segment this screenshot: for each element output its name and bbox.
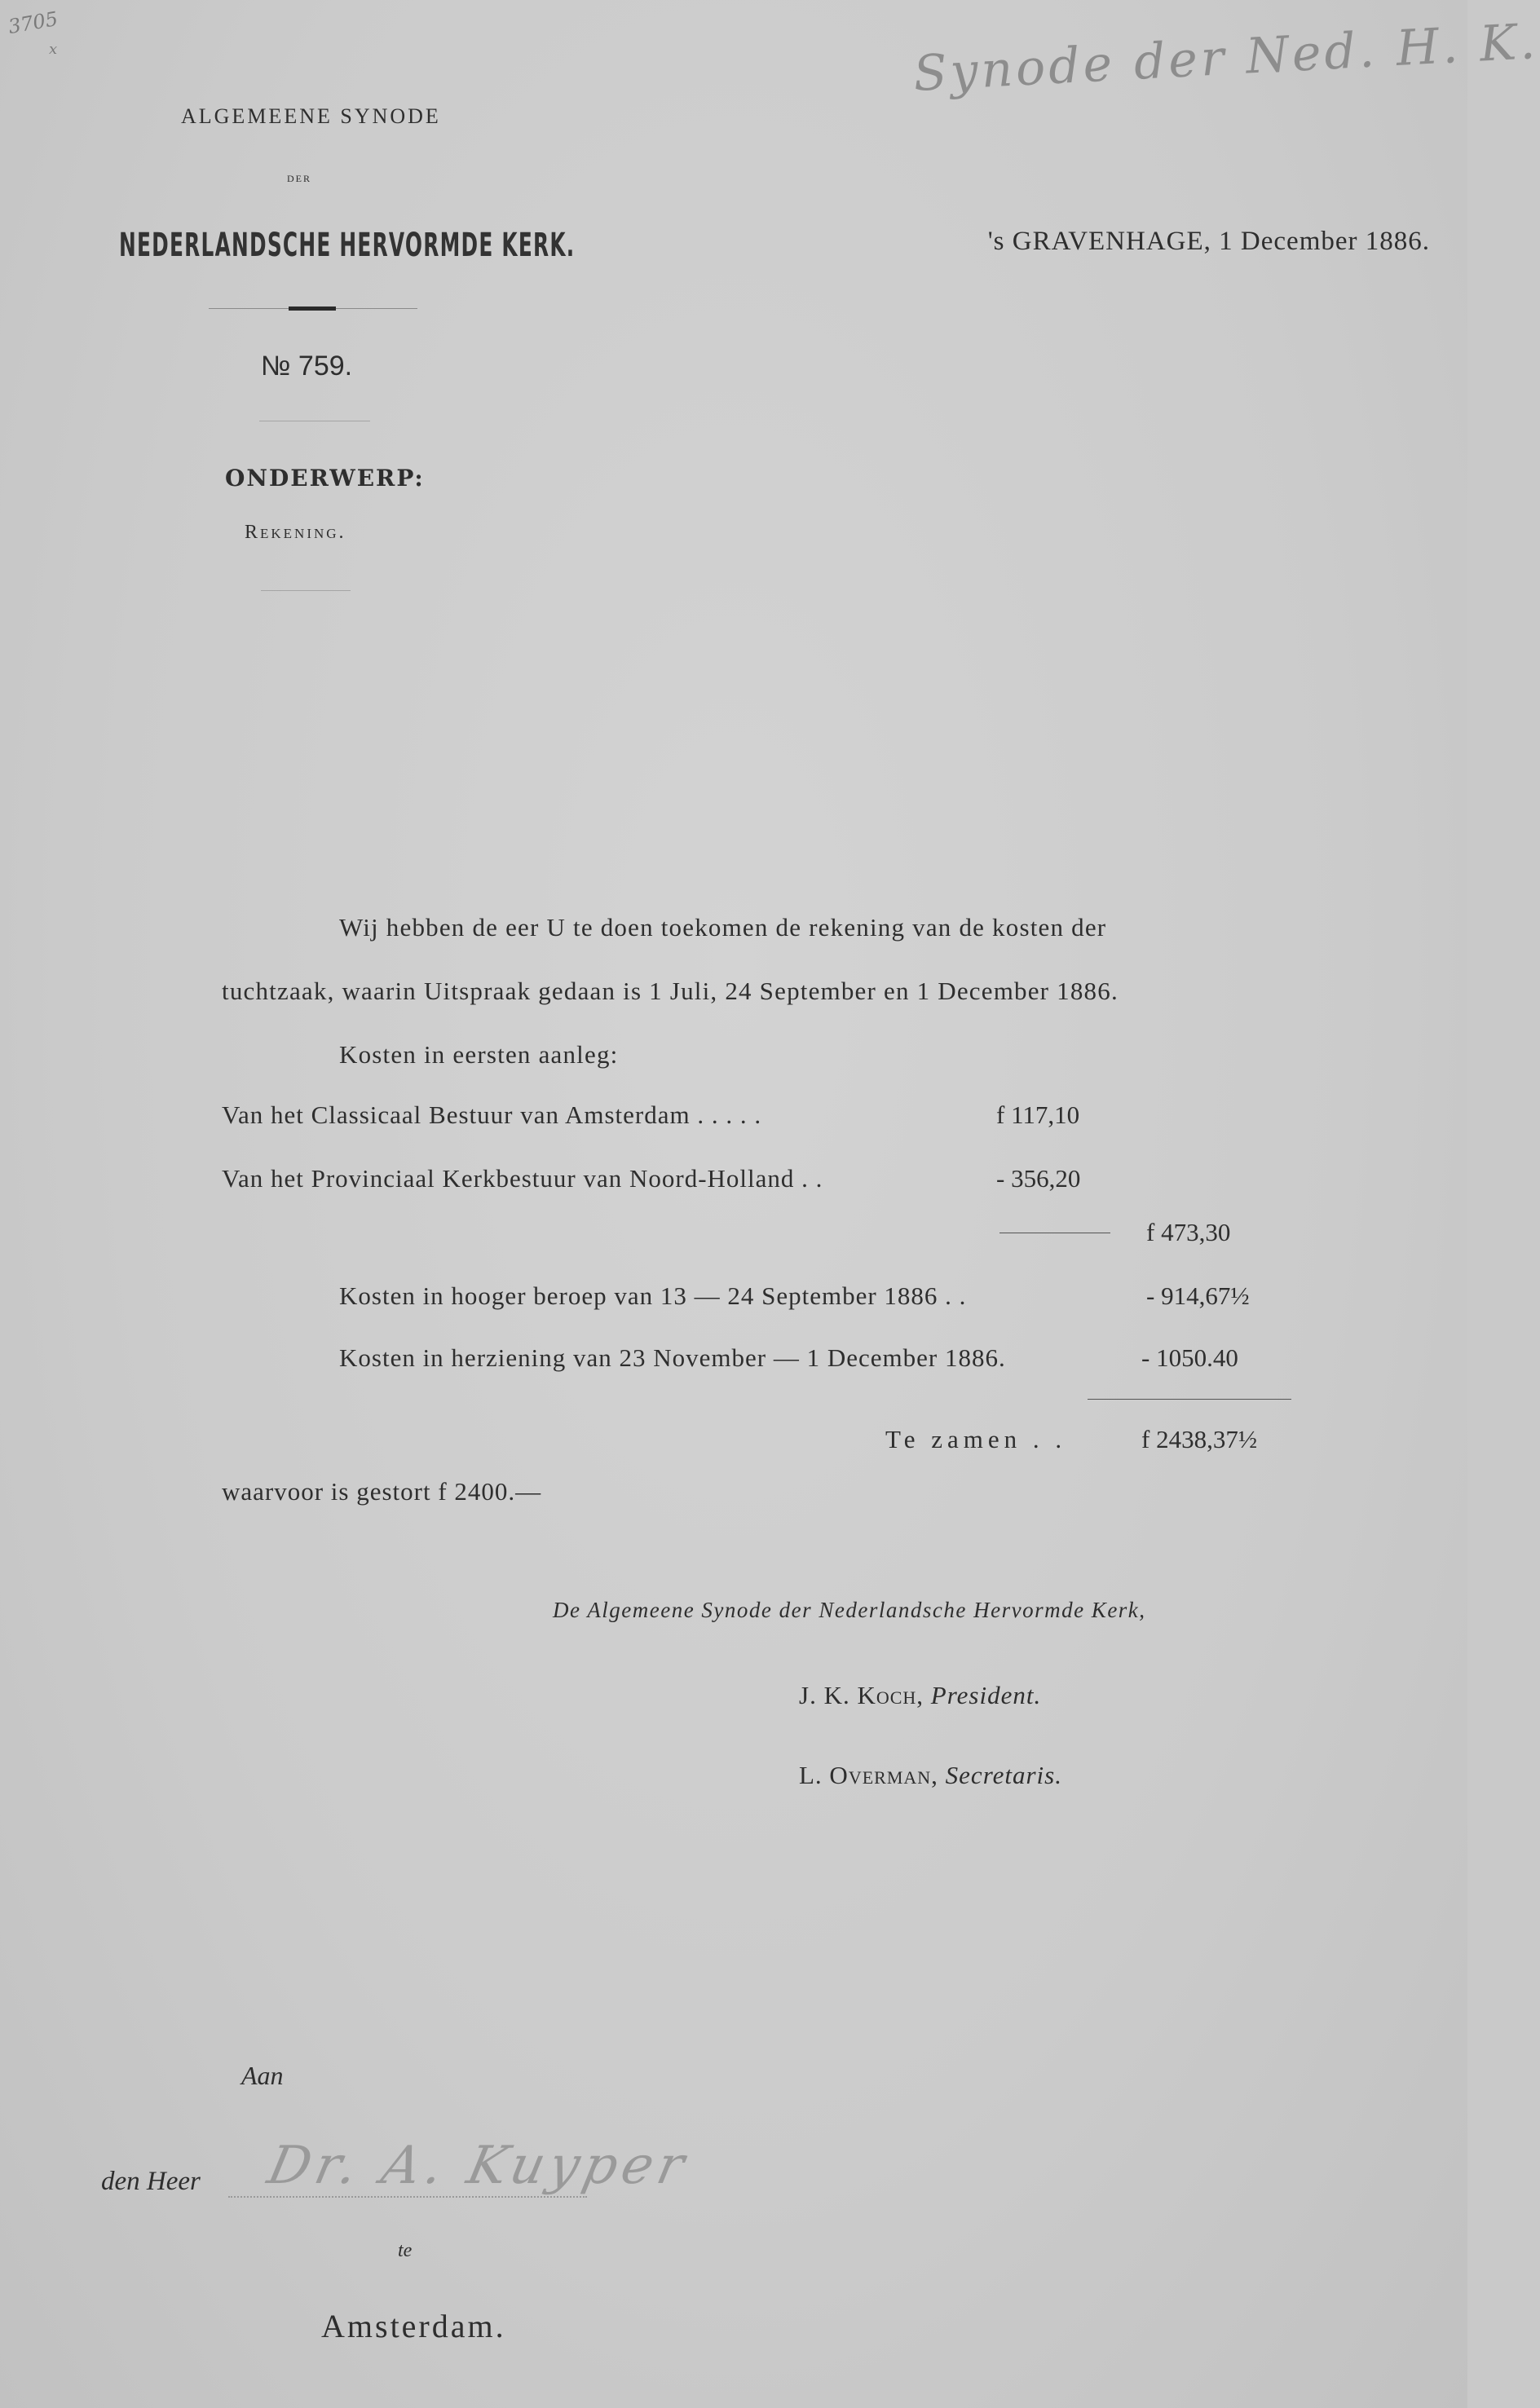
ledger-row-4-label: Kosten in herziening van 23 November — 1 December 1886. <box>339 1343 1006 1372</box>
ledger-row-3-amount: - 914,67½ <box>1146 1281 1250 1310</box>
total-amount: f 2438,37½ <box>1141 1425 1258 1453</box>
letterhead-rule-center <box>289 307 336 311</box>
letterhead-line2: DER <box>287 173 311 184</box>
address-city: Amsterdam. <box>321 2308 506 2344</box>
address-to: Aan <box>241 2061 284 2090</box>
president-role: President. <box>930 1681 1042 1709</box>
signature-secretary: L. Overman, Secretaris. <box>799 1761 1062 1789</box>
total-rule <box>1088 1399 1291 1400</box>
subject-rule <box>261 590 351 591</box>
document-number: № 759. <box>261 351 353 381</box>
signature-body: De Algemeene Synode der Nederlandsche Hervormde Kerk, <box>553 1598 1146 1622</box>
handwritten-header: Synode der Ned. H. K. <box>911 12 1540 104</box>
dateline: 's GRAVENHAGE, 1 December 1886. <box>987 227 1430 256</box>
recipient-handwritten: Dr. A. Kuyper <box>263 2136 695 2196</box>
president-name: J. K. Koch <box>799 1681 917 1709</box>
address-salutation: den Heer <box>101 2167 201 2196</box>
letterhead-rule-right <box>336 308 417 309</box>
subject-value: Rekening. <box>245 522 346 543</box>
letterhead-line1: ALGEMEENE SYNODE <box>181 104 441 128</box>
letterhead-rule-left <box>209 308 289 309</box>
body-paragraph-1: Wij hebben de eer U te doen toekomen de rekening van de kosten der <box>339 913 1107 942</box>
ledger-row-4-amount: - 1050.40 <box>1141 1343 1238 1372</box>
signature-president: J. K. Koch, President. <box>799 1681 1042 1709</box>
address-te: te <box>398 2240 413 2261</box>
body-paragraph-3: Kosten in eersten aanleg: <box>339 1040 619 1069</box>
letterhead-line3: NEDERLANDSCHE HERVORMDE KERK. <box>119 227 576 264</box>
body-paragraph-2: tuchtzaak, waarin Uitspraak gedaan is 1 Juli, 24 September en 1 December 1886. <box>222 977 1119 1005</box>
archive-number: 3705 <box>7 7 60 39</box>
ledger-row-1-label: Van het Classicaal Bestuur van Amsterdam . . . . . <box>222 1100 762 1129</box>
ledger-row-2-amount: - 356,20 <box>996 1164 1081 1193</box>
ledger-row-1-amount: f 117,10 <box>996 1100 1080 1129</box>
deposit-line: waarvoor is gestort f 2400.— <box>222 1477 542 1506</box>
secretary-name: L. Overman <box>799 1761 932 1789</box>
secretary-role: Secretaris. <box>945 1761 1062 1789</box>
ledger-row-2-label: Van het Provinciaal Kerkbestuur van Noord-Holland . . <box>222 1164 823 1193</box>
total-label: Te zamen . . <box>885 1425 1067 1453</box>
subject-label: ONDERWERP: <box>225 465 425 492</box>
ledger-subtotal: f 473,30 <box>1146 1218 1231 1246</box>
ledger-row-3-label: Kosten in hooger beroep van 13 — 24 September 1886 . . <box>339 1281 967 1310</box>
archive-mark: x <box>49 41 58 58</box>
address-dotted-line <box>228 2196 587 2198</box>
